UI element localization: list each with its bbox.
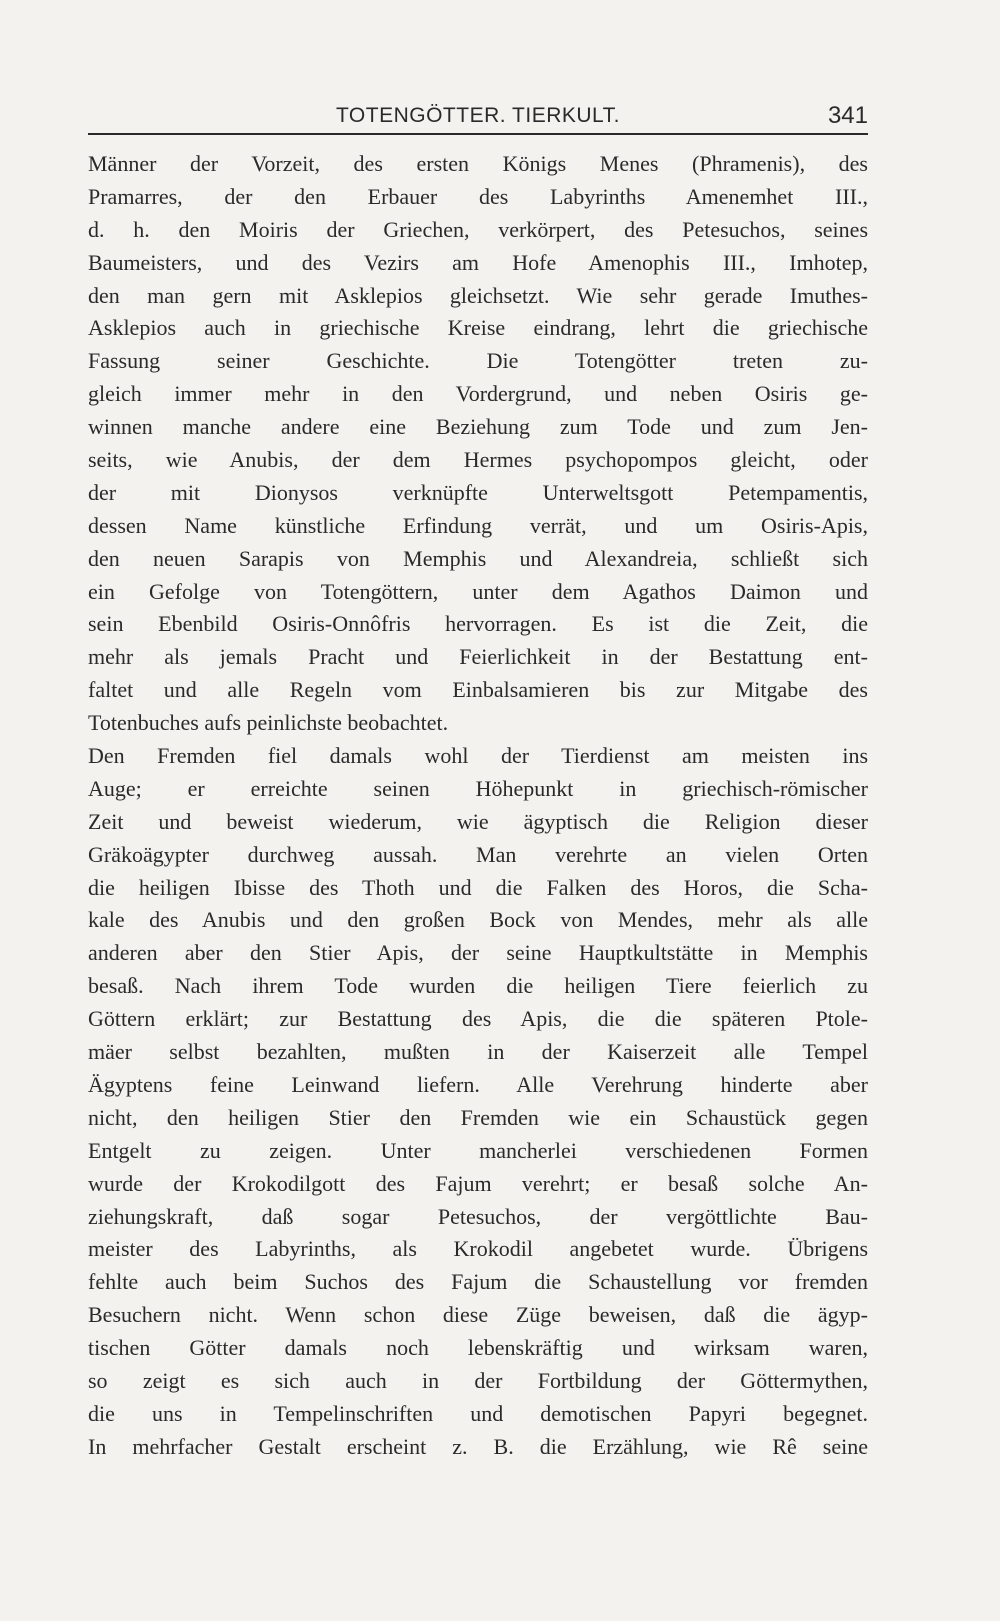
text-line: gleich immer mehr in den Vordergrund, und neben Osiris ge- [88, 381, 868, 407]
text-line: meister des Labyrinths, als Krokodil angebetet wurde. Übrigens [88, 1236, 868, 1262]
text-line: sein Ebenbild Osiris-Onnôfris hervorragen. Es ist die Zeit, die [88, 611, 868, 637]
header-rule [88, 133, 868, 135]
text-line: ziehungskraft, daß sogar Petesuchos, der vergöttlichte Bau- [88, 1203, 868, 1229]
text-line: Gräkoägypter durchweg aussah. Man verehrte an vielen Orten [88, 841, 868, 867]
running-title: TOTENGÖTTER. TIERKULT. [335, 104, 621, 127]
text-line: Männer der Vorzeit, des ersten Königs Menes (Phramenis), des [88, 151, 868, 176]
page-header [88, 100, 868, 134]
text-line: die heiligen Ibisse des Thoth und die Falken des Horos, die Scha- [88, 874, 868, 900]
text-line: so zeigt es sich auch in der Fortbildung der Göttermythen, [88, 1367, 868, 1393]
text-line: Besuchern nicht. Wenn schon diese Züge beweisen, daß die ägyp- [88, 1302, 868, 1328]
body-text [88, 148, 868, 1464]
text-line: Auge; er erreichte seinen Höhepunkt in griechisch-römischer [88, 775, 868, 801]
text-line: nicht, den heiligen Stier den Fremden wie ein Schaustück gegen [88, 1104, 868, 1130]
text-line: anderen aber den Stier Apis, der seine Hauptkultstätte in Memphis [88, 940, 868, 966]
text-line: seits, wie Anubis, der dem Hermes psychopompos gleicht, oder [88, 447, 868, 473]
text-line: d. h. den Moiris der Griechen, verkörpert, des Petesuchos, seines [88, 216, 868, 242]
text-line: Fassung seiner Geschichte. Die Totengötter treten zu- [88, 348, 868, 374]
page-number: 341 [827, 102, 868, 129]
text-line: dessen Name künstliche Erfindung verrät, und um Osiris-Apis, [88, 512, 868, 538]
text-line: mehr als jemals Pracht und Feierlichkeit in der Bestattung ent- [88, 644, 868, 670]
text-line: Ägyptens feine Leinwand liefern. Alle Verehrung hinderte aber [88, 1071, 868, 1097]
text-line: Den Fremden fiel damals wohl der Tierdienst am meisten ins [88, 743, 868, 769]
text-line: faltet und alle Regeln vom Einbalsamieren bis zur Mitgabe des [88, 677, 868, 703]
text-line: Göttern erklärt; zur Bestattung des Apis, die die späteren Ptole- [88, 1006, 868, 1032]
text-line: besaß. Nach ihrem Tode wurden die heiligen Tiere feierlich zu [88, 973, 868, 999]
text-line: fehlte auch beim Suchos des Fajum die Schaustellung vor fremden [88, 1269, 868, 1295]
text-line: die uns in Tempelinschriften und demotischen Papyri begegnet. [88, 1400, 868, 1426]
text-line: tischen Götter damals noch lebenskräftig und wirksam waren, [88, 1335, 868, 1361]
text-line: kale des Anubis und den großen Bock von Mendes, mehr als alle [88, 907, 868, 933]
text-line: Baumeisters, und des Vezirs am Hofe Amenophis III., Imhotep, [88, 249, 868, 275]
text-line: der mit Dionysos verknüpfte Unterweltsgott Petempamentis, [88, 479, 868, 505]
text-line: winnen manche andere eine Beziehung zum Tode und zum Jen- [88, 414, 868, 440]
text-line: den man gern mit Asklepios gleichsetzt. Wie sehr gerade Imuthes- [88, 282, 868, 308]
text-line: ein Gefolge von Totengöttern, unter dem Agathos Daimon und [88, 578, 868, 604]
text-line: Entgelt zu zeigen. Unter mancherlei verschiedenen Formen [88, 1137, 868, 1163]
text-line: wurde der Krokodilgott des Fajum verehrt; er besaß solche An- [88, 1170, 868, 1196]
text-line: In mehrfacher Gestalt erscheint z. B. die Erzählung, wie Rê seine [88, 1433, 868, 1459]
text-line: Totenbuches aufs peinlichste beobachtet. [88, 710, 449, 736]
text-line: Pramarres, der den Erbauer des Labyrinths Amenemhet III., [88, 183, 868, 209]
text-line: Zeit und beweist wiederum, wie ägyptisch die Religion dieser [88, 808, 868, 834]
text-line: Asklepios auch in griechische Kreise eindrang, lehrt die griechische [88, 315, 868, 341]
text-line: den neuen Sarapis von Memphis und Alexandreia, schließt sich [88, 545, 868, 571]
text-line: mäer selbst bezahlten, mußten in der Kaiserzeit alle Tempel [88, 1039, 868, 1065]
